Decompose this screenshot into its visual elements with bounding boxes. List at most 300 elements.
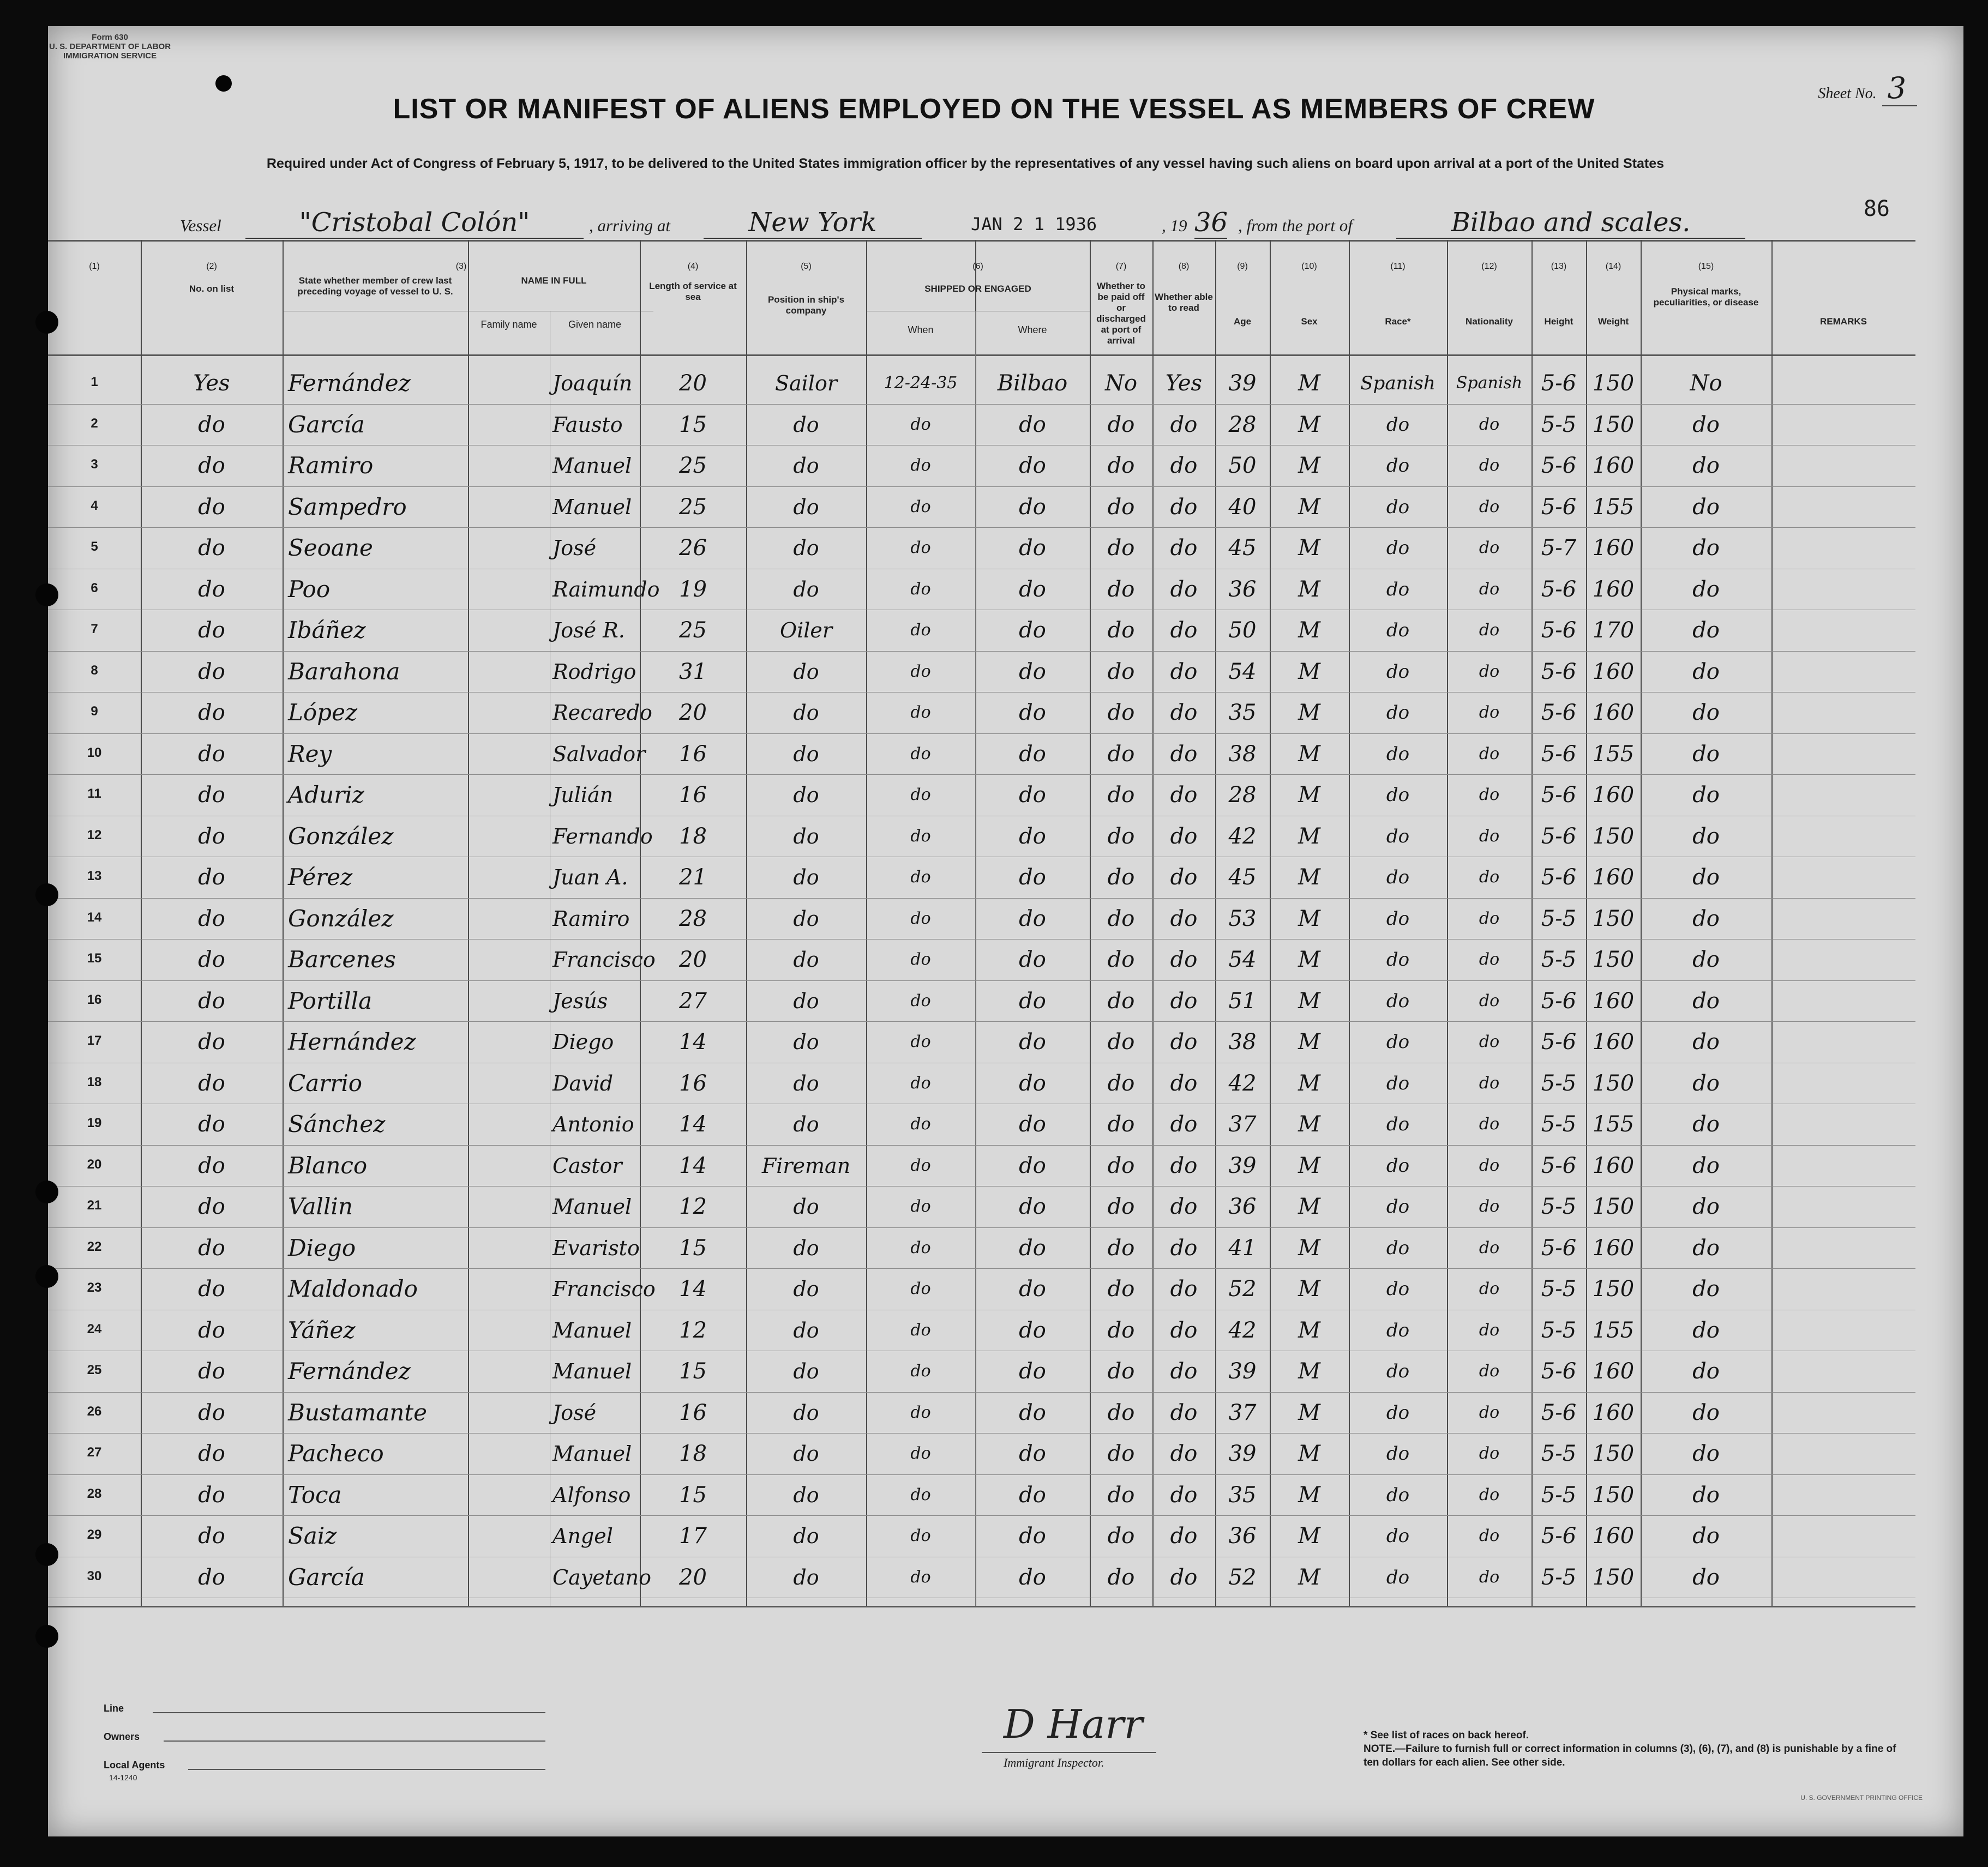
cell-wt: 150 <box>1592 371 1635 396</box>
cell-prev: do <box>198 1070 225 1096</box>
cell-pos: do <box>793 1524 819 1548</box>
cell-prev: do <box>198 1235 225 1261</box>
cell-ht: 5-6 <box>1541 659 1577 684</box>
row-rule <box>48 651 1915 652</box>
printer-mark: U. S. GOVERNMENT PRINTING OFFICE <box>1800 1794 1923 1802</box>
cell-read: do <box>1170 1317 1198 1343</box>
cell-when: do <box>910 950 931 969</box>
cell-where: do <box>1019 1564 1046 1590</box>
row-number: 13 <box>87 869 102 883</box>
cell-when: do <box>910 868 931 887</box>
cell-race: do <box>1386 1031 1410 1053</box>
cell-len: 27 <box>679 988 707 1014</box>
punch-hole <box>35 1543 58 1566</box>
signature-rule <box>982 1752 1156 1753</box>
cell-wt: 150 <box>1592 1276 1635 1302</box>
cell-wt: 160 <box>1592 659 1635 684</box>
header-name-in-full: NAME IN FULL <box>521 275 587 286</box>
cell-prev: do <box>198 1441 225 1466</box>
cell-when: do <box>910 991 931 1010</box>
cell-marks: do <box>1692 494 1720 520</box>
cell-family: Diego <box>288 1234 356 1261</box>
cell-paid: do <box>1107 412 1135 437</box>
cell-pos: do <box>793 989 819 1013</box>
row-number: 7 <box>91 622 98 636</box>
cell-marks: do <box>1692 535 1720 561</box>
cell-where: do <box>1019 659 1046 684</box>
cell-nat: do <box>1479 661 1500 681</box>
cell-sex: M <box>1298 371 1320 396</box>
form-service: IMMIGRATION SERVICE <box>63 51 157 61</box>
cell-given: Francisco <box>552 948 656 972</box>
cell-paid: do <box>1107 576 1135 602</box>
cell-prev: do <box>198 1029 225 1055</box>
column-number: (5) <box>801 262 812 271</box>
cell-when: do <box>910 661 931 681</box>
cell-family: Ibáñez <box>288 617 366 643</box>
cell-wt: 160 <box>1592 453 1635 478</box>
cell-where: do <box>1019 1441 1046 1466</box>
cell-family: Aduriz <box>288 781 364 808</box>
cell-ht: 5-5 <box>1541 412 1577 437</box>
page-title: LIST OR MANIFEST OF ALIENS EMPLOYED ON THE VESSEL AS MEMBERS OF CREW <box>393 93 1595 125</box>
row-rule <box>48 1268 1915 1269</box>
cell-sex: M <box>1298 1441 1320 1466</box>
row-number: 29 <box>87 1527 102 1542</box>
cell-prev: do <box>198 1482 225 1508</box>
row-rule <box>48 1392 1915 1393</box>
cell-where: do <box>1019 988 1046 1014</box>
row-rule <box>48 486 1915 487</box>
cell-age: 40 <box>1228 494 1257 520</box>
cell-sex: M <box>1298 1029 1320 1055</box>
cell-family: González <box>288 822 394 850</box>
cell-when: do <box>910 1320 931 1340</box>
cell-paid: do <box>1107 741 1135 767</box>
cell-prev: do <box>198 576 225 602</box>
cell-marks: do <box>1692 1441 1720 1466</box>
cell-prev: do <box>198 618 225 643</box>
cell-read: do <box>1170 1359 1198 1384</box>
cell-marks: do <box>1692 1112 1720 1137</box>
cell-age: 51 <box>1228 988 1257 1014</box>
cell-when: do <box>910 1032 931 1051</box>
row-number: 21 <box>87 1198 102 1213</box>
cell-pos: do <box>793 701 819 725</box>
cell-wt: 155 <box>1592 1112 1635 1137</box>
form-code: 14-1240 <box>109 1773 137 1782</box>
cell-ht: 5-5 <box>1541 906 1577 931</box>
cell-ht: 5-6 <box>1541 494 1577 520</box>
cell-age: 39 <box>1228 1359 1257 1384</box>
cell-given: David <box>552 1071 614 1095</box>
header-age: Age <box>1233 316 1252 327</box>
cell-race: do <box>1386 1154 1410 1177</box>
cell-where: do <box>1019 1070 1046 1096</box>
page-number: 86 <box>1863 196 1890 221</box>
cell-len: 17 <box>679 1523 707 1549</box>
cell-paid: do <box>1107 535 1135 561</box>
header-race: Race* <box>1385 316 1411 327</box>
cell-marks: do <box>1692 1564 1720 1590</box>
punch-hole <box>35 1625 58 1648</box>
table-bottom-rule <box>48 1606 1915 1607</box>
cell-race: do <box>1386 743 1410 765</box>
cell-pos: do <box>793 412 819 437</box>
cell-len: 14 <box>679 1029 707 1055</box>
cell-where: do <box>1019 576 1046 602</box>
cell-marks: do <box>1692 659 1720 684</box>
cell-age: 42 <box>1228 1070 1257 1096</box>
row-rule <box>48 733 1915 734</box>
cell-when: 12-24-35 <box>884 374 958 393</box>
column-number: (14) <box>1605 262 1621 271</box>
row-rule <box>48 1515 1915 1516</box>
cell-where: do <box>1019 1153 1046 1178</box>
cell-when: do <box>910 1279 931 1298</box>
column-number: (8) <box>1178 262 1190 271</box>
cell-where: do <box>1019 535 1046 561</box>
cell-given: Fernando <box>552 824 653 848</box>
header-shipped-engaged: SHIPPED OR ENGAGED <box>924 284 1031 294</box>
cell-read: do <box>1170 576 1198 602</box>
cell-len: 25 <box>679 494 707 520</box>
cell-read: do <box>1170 1400 1198 1425</box>
row-number: 3 <box>91 457 98 472</box>
cell-when: do <box>910 785 931 804</box>
cell-nat: do <box>1479 950 1500 969</box>
row-rule <box>48 1433 1915 1434</box>
cell-len: 25 <box>679 453 707 478</box>
cell-where: do <box>1019 494 1046 520</box>
form-identifier <box>49 33 171 61</box>
cell-prev: do <box>198 1523 225 1549</box>
cell-read: Yes <box>1165 371 1203 396</box>
cell-prev: do <box>198 1153 225 1178</box>
cell-prev: do <box>198 1317 225 1343</box>
header-length-service: Length of service at sea <box>649 281 737 302</box>
cell-pos: Sailor <box>774 371 838 395</box>
cell-race: do <box>1386 1525 1410 1547</box>
cell-len: 15 <box>679 412 707 437</box>
row-number: 20 <box>87 1157 102 1172</box>
cell-nat: do <box>1479 1485 1500 1504</box>
cell-sex: M <box>1298 865 1320 890</box>
cell-wt: 150 <box>1592 1564 1635 1590</box>
cell-when: do <box>910 1485 931 1504</box>
cell-pos: do <box>793 1071 819 1095</box>
cell-read: do <box>1170 659 1198 684</box>
cell-where: do <box>1019 1359 1046 1384</box>
cell-wt: 160 <box>1592 988 1635 1014</box>
cell-nat: do <box>1479 1032 1500 1051</box>
cell-age: 36 <box>1228 1194 1257 1219</box>
cell-read: do <box>1170 535 1198 561</box>
cell-pos: do <box>793 824 819 848</box>
cell-marks: do <box>1692 988 1720 1014</box>
cell-nat: do <box>1479 579 1500 599</box>
cell-nat: do <box>1479 414 1500 434</box>
cell-nat: do <box>1479 785 1500 804</box>
cell-pos: do <box>793 1565 819 1589</box>
cell-when: do <box>910 1238 931 1257</box>
cell-wt: 170 <box>1592 618 1635 643</box>
cell-wt: 160 <box>1592 1153 1635 1178</box>
cell-when: do <box>910 1115 931 1134</box>
cell-ht: 5-6 <box>1541 700 1577 725</box>
table-top-rule <box>48 240 1915 242</box>
cell-given: Antonio <box>552 1112 634 1136</box>
cell-race: do <box>1386 784 1410 806</box>
cell-family: Barcenes <box>288 946 396 973</box>
cell-pos: Oiler <box>779 618 833 642</box>
cell-where: do <box>1019 453 1046 478</box>
cell-paid: do <box>1107 659 1135 684</box>
cell-race: do <box>1386 1484 1410 1506</box>
row-rule <box>48 980 1915 981</box>
cell-len: 16 <box>679 741 707 767</box>
cell-len: 19 <box>679 576 707 602</box>
cell-where: do <box>1019 1523 1046 1549</box>
cell-prev: do <box>198 906 225 931</box>
vessel-name: "Cristobal Colón" <box>245 207 584 239</box>
cell-read: do <box>1170 1235 1198 1261</box>
cell-prev: do <box>198 1564 225 1590</box>
cell-when: do <box>910 497 931 516</box>
cell-when: do <box>910 1402 931 1422</box>
cell-ht: 5-5 <box>1541 1194 1577 1219</box>
cell-marks: do <box>1692 618 1720 643</box>
header-able-to-read: Whether able to read <box>1155 292 1213 313</box>
cell-marks: do <box>1692 741 1720 767</box>
cell-family: Sánchez <box>288 1111 386 1137</box>
cell-pos: do <box>793 659 819 684</box>
cell-given: Salvador <box>552 742 646 766</box>
cell-sex: M <box>1298 1564 1320 1590</box>
cell-pos: do <box>793 577 819 601</box>
header-no-on-list: No. on list <box>189 284 235 294</box>
cell-prev: do <box>198 947 225 972</box>
cell-len: 28 <box>679 906 707 931</box>
form-dept: U. S. DEPARTMENT OF LABOR <box>49 42 171 51</box>
cell-where: do <box>1019 1194 1046 1219</box>
cell-len: 15 <box>679 1235 707 1261</box>
cell-paid: do <box>1107 1112 1135 1137</box>
cell-read: do <box>1170 1070 1198 1096</box>
cell-race: do <box>1386 1401 1410 1424</box>
row-number: 28 <box>87 1486 102 1501</box>
cell-race: do <box>1386 537 1410 559</box>
punch-hole <box>35 1181 58 1203</box>
cell-race: do <box>1386 990 1410 1012</box>
cell-len: 16 <box>679 782 707 808</box>
cell-race: do <box>1386 702 1410 724</box>
header-height: Height <box>1544 316 1573 327</box>
cell-pos: do <box>793 1400 819 1425</box>
page-subtitle: Required under Act of Congress of February 5, 1917, to be delivered to the United States immigration officer by the representatives of any vessel having such aliens on board upon arrival at a port of the United States <box>266 156 1665 171</box>
cell-ht: 5-6 <box>1541 988 1577 1014</box>
cell-wt: 160 <box>1592 1235 1635 1261</box>
header-state-whether: State whether member of crew last preceding voyage of vessel to U. S. <box>297 275 453 297</box>
cell-paid: do <box>1107 1317 1135 1343</box>
cell-len: 18 <box>679 823 707 849</box>
cell-family: Saiz <box>288 1522 337 1549</box>
cell-marks: do <box>1692 576 1720 602</box>
cell-where: do <box>1019 1029 1046 1055</box>
punch-hole <box>35 583 58 606</box>
cell-given: Jesús <box>552 989 608 1013</box>
cell-nat: do <box>1479 868 1500 887</box>
cell-paid: do <box>1107 1359 1135 1384</box>
row-number: 1 <box>91 375 98 389</box>
date-stamp: JAN 2 1 1936 <box>971 214 1097 234</box>
vessel-label: Vessel <box>180 216 221 235</box>
manifest-table <box>48 218 1915 1669</box>
cell-age: 38 <box>1228 1029 1257 1055</box>
row-number: 8 <box>91 663 98 678</box>
cell-nat: Spanish <box>1456 374 1523 393</box>
year-prefix: , 19 <box>1162 216 1187 235</box>
cell-wt: 150 <box>1592 906 1635 931</box>
cell-sex: M <box>1298 1194 1320 1219</box>
cell-family: Bustamante <box>288 1399 428 1426</box>
footer-agents-label: Local Agents <box>104 1760 165 1770</box>
cell-when: do <box>910 1073 931 1093</box>
cell-race: do <box>1386 949 1410 971</box>
cell-pos: Fireman <box>761 1153 851 1178</box>
cell-prev: do <box>198 659 225 684</box>
cell-ht: 5-5 <box>1541 1070 1577 1096</box>
cell-wt: 150 <box>1592 823 1635 849</box>
footer-owners-rule <box>164 1740 545 1742</box>
column-number: (12) <box>1481 262 1497 271</box>
cell-nat: do <box>1479 1238 1500 1257</box>
cell-len: 20 <box>679 371 707 396</box>
row-number: 22 <box>87 1239 102 1254</box>
cell-nat: do <box>1479 1320 1500 1340</box>
cell-nat: do <box>1479 1197 1500 1216</box>
header-sex: Sex <box>1301 316 1318 327</box>
cell-paid: do <box>1107 865 1135 890</box>
cell-paid: do <box>1107 1482 1135 1508</box>
cell-len: 25 <box>679 618 707 643</box>
footnote-penalty: NOTE.—Failure to furnish full or correct information in columns (3), (6), (7), and (8) is punishable by a fine of ten dollars for each alien. See other side. <box>1364 1743 1896 1768</box>
cell-paid: do <box>1107 1029 1135 1055</box>
cell-nat: do <box>1479 1402 1500 1422</box>
cell-read: do <box>1170 906 1198 931</box>
row-rule <box>48 527 1915 528</box>
cell-where: do <box>1019 700 1046 725</box>
cell-sex: M <box>1298 535 1320 561</box>
cell-sex: M <box>1298 453 1320 478</box>
cell-paid: do <box>1107 453 1135 478</box>
cell-len: 20 <box>679 700 707 725</box>
row-number: 24 <box>87 1321 102 1336</box>
column-number: (3) <box>455 262 467 271</box>
cell-race: Spanish <box>1360 372 1436 394</box>
cell-given: Diego <box>552 1030 614 1054</box>
cell-ht: 5-6 <box>1541 865 1577 890</box>
column-number: (9) <box>1237 262 1248 271</box>
cell-sex: M <box>1298 576 1320 602</box>
cell-read: do <box>1170 1523 1198 1549</box>
cell-given: Manuel <box>552 454 632 478</box>
header-when: When <box>908 324 934 335</box>
cell-len: 21 <box>679 865 707 890</box>
header-given-name: Given name <box>568 319 622 330</box>
cell-read: do <box>1170 988 1198 1014</box>
cell-wt: 160 <box>1592 1523 1635 1549</box>
cell-marks: No <box>1690 371 1722 396</box>
cell-ht: 5-6 <box>1541 782 1577 808</box>
punch-hole <box>215 75 232 92</box>
cell-wt: 150 <box>1592 947 1635 972</box>
cell-race: do <box>1386 1072 1410 1094</box>
cell-when: do <box>910 538 931 557</box>
cell-len: 16 <box>679 1400 707 1425</box>
cell-age: 54 <box>1228 947 1257 972</box>
cell-sex: M <box>1298 1112 1320 1137</box>
cell-family: Sampedro <box>288 493 407 520</box>
cell-where: do <box>1019 1235 1046 1261</box>
cell-race: do <box>1386 825 1410 847</box>
row-rule <box>48 898 1915 899</box>
cell-family: Blanco <box>288 1152 368 1179</box>
cell-ht: 5-6 <box>1541 741 1577 767</box>
cell-where: do <box>1019 741 1046 767</box>
cell-sex: M <box>1298 906 1320 931</box>
row-rule <box>48 774 1915 775</box>
cell-race: do <box>1386 619 1410 641</box>
cell-family: Carrio <box>288 1069 363 1097</box>
arrival-port: New York <box>704 207 922 239</box>
cell-nat: do <box>1479 1444 1500 1463</box>
cell-given: Fausto <box>552 412 623 437</box>
cell-race: do <box>1386 1443 1410 1465</box>
cell-paid: do <box>1107 1235 1135 1261</box>
cell-age: 50 <box>1228 618 1257 643</box>
cell-given: Francisco <box>552 1277 656 1301</box>
cell-pos: do <box>793 865 819 889</box>
cell-read: do <box>1170 823 1198 849</box>
cell-family: Maldonado <box>288 1275 418 1302</box>
cell-age: 37 <box>1228 1112 1257 1137</box>
cell-paid: do <box>1107 823 1135 849</box>
cell-paid: do <box>1107 1153 1135 1178</box>
cell-race: do <box>1386 455 1410 477</box>
cell-race: do <box>1386 496 1410 518</box>
cell-nat: do <box>1479 1155 1500 1175</box>
cell-when: do <box>910 908 931 928</box>
cell-age: 39 <box>1228 1153 1257 1178</box>
cell-wt: 160 <box>1592 1359 1635 1384</box>
cell-prev: do <box>198 412 225 437</box>
cell-nat: do <box>1479 1362 1500 1381</box>
cell-when: do <box>910 414 931 434</box>
cell-wt: 155 <box>1592 494 1635 520</box>
cell-pos: do <box>793 906 819 931</box>
cell-race: do <box>1386 1113 1410 1135</box>
cell-family: García <box>288 1563 365 1591</box>
cell-len: 14 <box>679 1112 707 1137</box>
cell-prev: do <box>198 453 225 478</box>
cell-marks: do <box>1692 782 1720 808</box>
cell-len: 31 <box>679 659 707 684</box>
cell-where: do <box>1019 1276 1046 1302</box>
header-position: Position in ship's company <box>767 294 845 316</box>
header-remarks: REMARKS <box>1820 316 1867 327</box>
cell-when: do <box>910 1197 931 1216</box>
